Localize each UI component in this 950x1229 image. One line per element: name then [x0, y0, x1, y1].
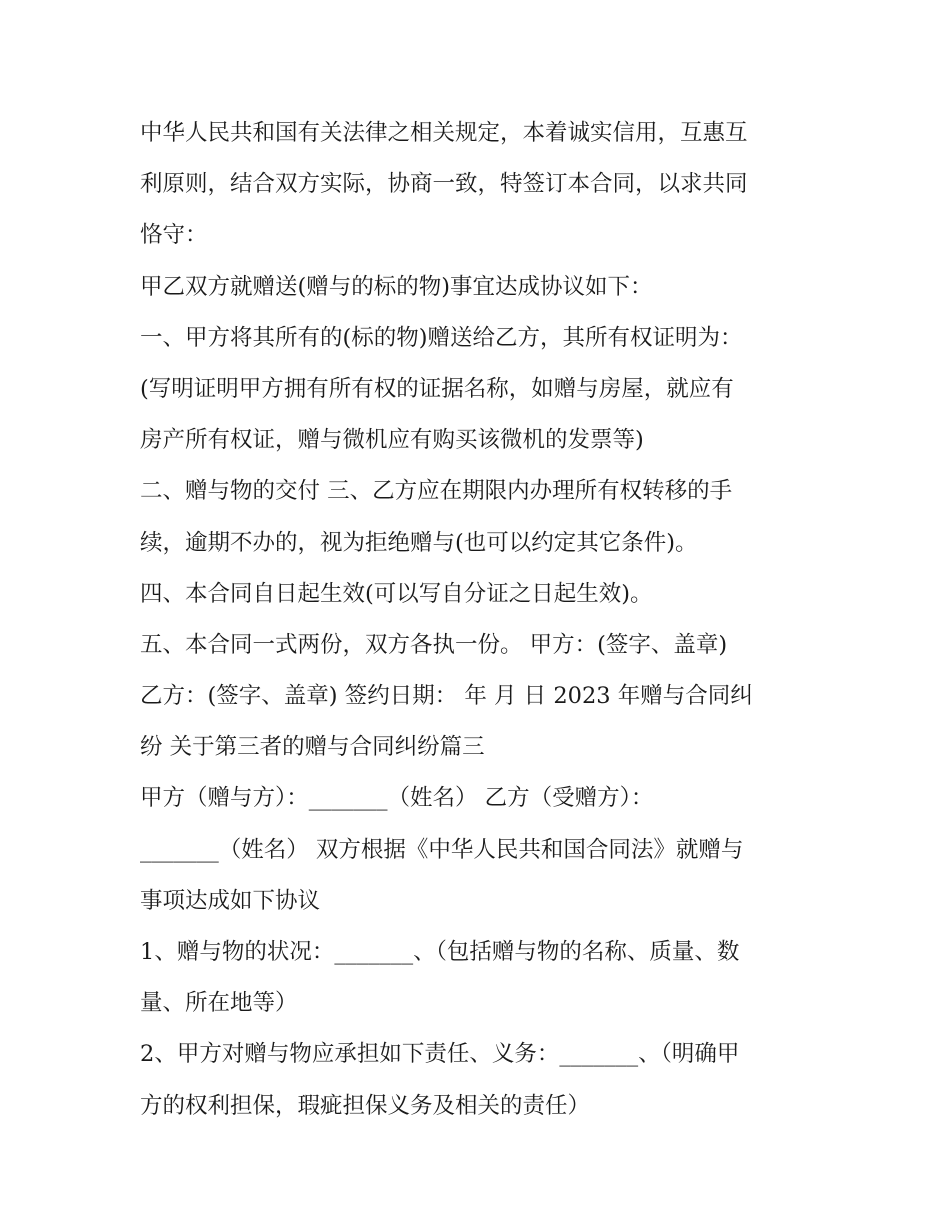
text-line: 甲方（赠与方）：_______（姓名） 乙方（受赠方）： — [140, 785, 654, 812]
text-line: 房产所有权证，赠与微机应有购买该微机的发票等) — [140, 427, 644, 454]
text-line: 利原则，结合双方实际，协商一致，特签订本合同，以求共同 — [140, 171, 748, 198]
text-line: 一、甲方将其所有的(标的物)赠送给乙方，其所有权证明为： — [140, 324, 743, 351]
text-line: 纷 关于第三者的赠与合同纠纷篇三 — [140, 734, 485, 761]
text-line: _______（姓名） 双方根据《中华人民共和国合同法》就赠与 — [140, 836, 744, 863]
document-body — [140, 108, 820, 1132]
text-line: 五、本合同一式两份，双方各执一份。 甲方：(签字、盖章) — [140, 631, 728, 658]
text-line: 2、甲方对赠与物应承担如下责任、义务：_______、（明确甲 — [140, 1041, 740, 1068]
text-line: (写明证明甲方拥有所有权的证据名称，如赠与房屋，就应有 — [140, 375, 734, 402]
text-line: 1、赠与物的状况：_______、（包括赠与物的名称、质量、数 — [140, 939, 740, 965]
text-line: 续，逾期不办的，视为拒绝赠与(也可以约定其它条件)。 — [140, 529, 698, 556]
text-line: 四、本合同自日起生效(可以写自分证之日起生效)。 — [140, 580, 653, 607]
text-line: 甲乙双方就赠送(赠与的标的物)事宜达成协议如下： — [140, 273, 653, 300]
text-line: 恪守： — [140, 222, 208, 249]
text-line: 乙方：(签字、盖章) 签约日期： 年 月 日 2023 年赠与合同纠 — [140, 683, 753, 710]
text-line: 事项达成如下协议 — [140, 887, 321, 914]
text-line: 中华人民共和国有关法律之相关规定，本着诚实信用，互惠互 — [140, 120, 748, 146]
text-line: 量、所在地等） — [140, 990, 298, 1017]
text-line: 二、赠与物的交付 三、乙方应在期限内办理所有权转移的手 — [140, 478, 733, 505]
text-line: 方的权利担保，瑕疵担保义务及相关的责任） — [140, 1092, 591, 1119]
